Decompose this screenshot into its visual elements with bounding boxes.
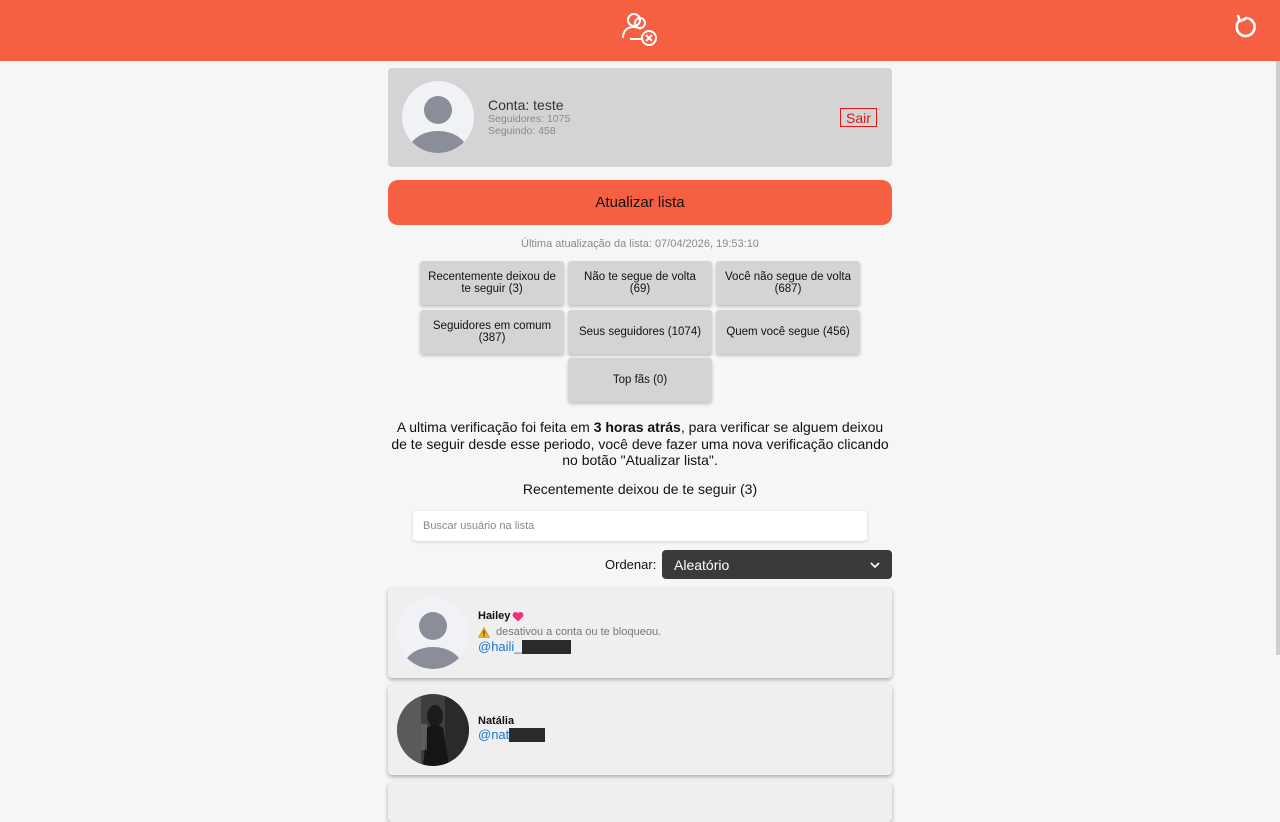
info-message [388,419,892,469]
user-name-text: Hailey [478,610,511,622]
user-card[interactable] [388,685,892,775]
filter-you-dont-follow-back[interactable]: Você não segue de volta (687) [716,261,860,305]
account-name: Conta: teste [488,97,564,113]
chevron-down-icon [870,561,880,569]
heart-icon [512,611,524,622]
scrollbar[interactable] [1276,61,1280,655]
info-text-start: A ultima verificação foi feita em [396,419,594,435]
user-handle-link[interactable] [478,639,571,654]
filter-not-following-back[interactable]: Não te segue de volta (69) [568,261,712,305]
user-name-text: Natália [478,715,515,727]
warning-icon [478,627,490,638]
account-card [388,68,892,167]
info-text-end: , para verificar se alguem deixou de te seguir desde esse periodo, você deve fazer uma nova verificação clicando no botão "Atualizar lista". [391,419,889,468]
top-bar [0,0,1280,61]
user-handle-link[interactable] [478,727,545,742]
user-handle-text: @nat [478,727,510,742]
redacted-block [522,640,571,654]
user-card[interactable] [388,782,892,822]
list-title: Recentemente deixou de te seguir (3) [522,481,758,497]
last-update-text: Última atualização da lista: 07/04/2026, 19:53:10 [521,238,759,250]
update-list-button[interactable]: Atualizar lista [388,180,892,225]
user-handle-text: @haili_ [478,639,522,654]
filter-who-you-follow[interactable]: Quem você segue (456) [716,310,860,354]
filter-top-fans[interactable]: Top fãs (0) [568,358,712,402]
filter-your-followers[interactable]: Seus seguidores (1074) [568,310,712,354]
user-warning [478,626,661,638]
default-avatar-icon [397,597,469,669]
filter-recently-unfollowed[interactable]: Recentemente deixou de te seguir (3) [420,261,564,305]
default-avatar-icon [402,81,474,153]
user-name [478,715,514,727]
user-card[interactable] [388,588,892,678]
refresh-icon[interactable] [1232,13,1260,41]
followers-count: Seguidores: 1075 [488,113,571,125]
order-selected-value: Aleatório [674,556,730,573]
user-block-icon [620,12,660,48]
search-input[interactable] [413,511,867,541]
filter-mutual-followers[interactable]: Seguidores em comum (387) [420,310,564,354]
order-select[interactable] [662,550,892,579]
order-label: Ordenar: [605,557,657,572]
user-warning-text: desativou a conta ou te bloqueou. [496,626,662,638]
logout-button[interactable]: Sair [840,108,877,127]
following-count: Seguindo: 458 [488,125,556,137]
user-photo [397,694,469,766]
user-name [478,610,524,622]
redacted-block [509,728,545,742]
info-time-ago: 3 horas atrás [593,419,681,435]
